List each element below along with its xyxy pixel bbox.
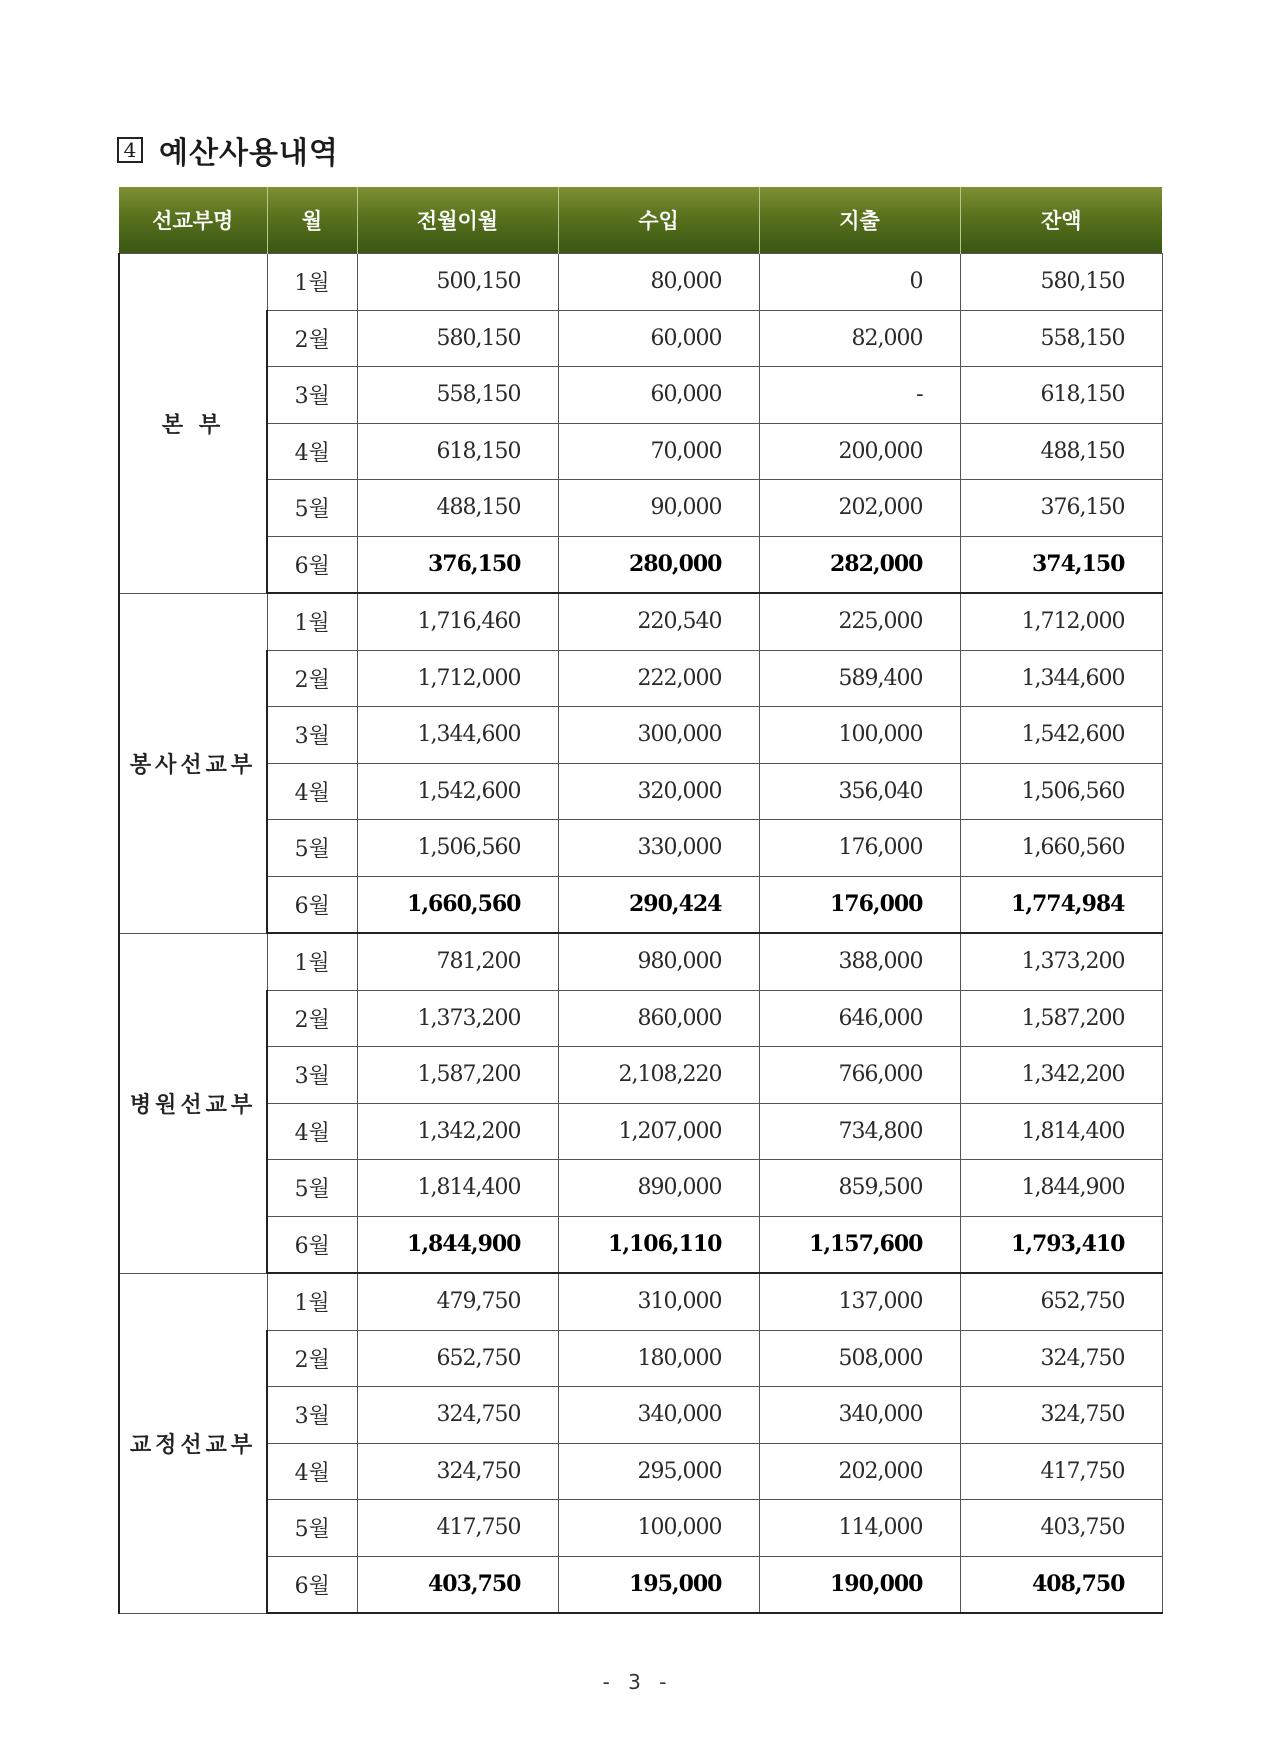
expense-cell: - [759,367,960,424]
balance-cell: 1,814,400 [960,1103,1162,1160]
expense-cell: 646,000 [759,990,960,1047]
expense-cell: 859,500 [759,1160,960,1217]
balance-cell: 403,750 [960,1500,1162,1557]
table-row [119,1556,1162,1613]
header-dept: 선교부명 [119,187,267,254]
balance-cell: 580,150 [960,254,1162,311]
carryover-cell: 652,750 [357,1330,558,1387]
table-row [119,1047,1162,1104]
carryover-cell: 1,342,200 [357,1103,558,1160]
carryover-cell: 376,150 [357,536,558,593]
header-row [119,187,1162,254]
table-row [119,536,1162,593]
income-cell: 2,108,220 [558,1047,759,1104]
month-cell: 2월 [267,310,357,367]
month-cell: 2월 [267,1330,357,1387]
month-cell: 6월 [267,876,357,933]
table-row [119,707,1162,764]
section-heading [117,128,339,172]
page-number: - 3 - [602,1670,673,1694]
expense-cell: 0 [759,254,960,311]
income-cell: 1,207,000 [558,1103,759,1160]
expense-cell: 734,800 [759,1103,960,1160]
carryover-cell: 1,542,600 [357,763,558,820]
dept-name-cell: 교정선교부 [119,1273,267,1613]
carryover-cell: 1,660,560 [357,876,558,933]
expense-cell: 82,000 [759,310,960,367]
income-cell: 60,000 [558,367,759,424]
month-cell: 1월 [267,254,357,311]
table-row [119,593,1162,650]
expense-cell: 100,000 [759,707,960,764]
header-income: 수입 [558,187,759,254]
carryover-cell: 403,750 [357,1556,558,1613]
income-cell: 330,000 [558,820,759,877]
table-row [119,820,1162,877]
section-number-box: 4 [117,137,143,163]
carryover-cell: 479,750 [357,1273,558,1330]
balance-cell: 558,150 [960,310,1162,367]
balance-cell: 374,150 [960,536,1162,593]
expense-cell: 282,000 [759,536,960,593]
carryover-cell: 558,150 [357,367,558,424]
month-cell: 4월 [267,763,357,820]
income-cell: 980,000 [558,933,759,990]
month-cell: 3월 [267,367,357,424]
dept-name-cell: 본 부 [119,254,267,594]
table-row [119,876,1162,933]
income-cell: 890,000 [558,1160,759,1217]
income-cell: 340,000 [558,1387,759,1444]
table-row [119,1330,1162,1387]
income-cell: 310,000 [558,1273,759,1330]
carryover-cell: 324,750 [357,1387,558,1444]
month-cell: 4월 [267,1103,357,1160]
balance-cell: 652,750 [960,1273,1162,1330]
balance-cell: 1,660,560 [960,820,1162,877]
income-cell: 290,424 [558,876,759,933]
income-cell: 60,000 [558,310,759,367]
income-cell: 280,000 [558,536,759,593]
carryover-cell: 1,844,900 [357,1216,558,1273]
table-row [119,1273,1162,1330]
table-row [119,650,1162,707]
carryover-cell: 324,750 [357,1443,558,1500]
month-cell: 6월 [267,1556,357,1613]
expense-cell: 340,000 [759,1387,960,1444]
balance-cell: 324,750 [960,1387,1162,1444]
balance-cell: 417,750 [960,1443,1162,1500]
month-cell: 4월 [267,423,357,480]
header-balance: 잔액 [960,187,1162,254]
carryover-cell: 1,814,400 [357,1160,558,1217]
dept-name-cell: 병원선교부 [119,933,267,1273]
expense-cell: 225,000 [759,593,960,650]
budget-table [118,187,1163,1614]
income-cell: 80,000 [558,254,759,311]
header-carryover: 전월이월 [357,187,558,254]
balance-cell: 324,750 [960,1330,1162,1387]
income-cell: 1,106,110 [558,1216,759,1273]
carryover-cell: 1,344,600 [357,707,558,764]
carryover-cell: 618,150 [357,423,558,480]
expense-cell: 589,400 [759,650,960,707]
table-row [119,310,1162,367]
expense-cell: 1,157,600 [759,1216,960,1273]
month-cell: 6월 [267,536,357,593]
income-cell: 220,540 [558,593,759,650]
carryover-cell: 1,506,560 [357,820,558,877]
expense-cell: 202,000 [759,480,960,537]
income-cell: 300,000 [558,707,759,764]
income-cell: 195,000 [558,1556,759,1613]
carryover-cell: 488,150 [357,480,558,537]
balance-cell: 1,373,200 [960,933,1162,990]
section-title: 예산사용내역 [159,136,339,171]
balance-cell: 1,793,410 [960,1216,1162,1273]
month-cell: 4월 [267,1443,357,1500]
income-cell: 70,000 [558,423,759,480]
income-cell: 180,000 [558,1330,759,1387]
carryover-cell: 1,373,200 [357,990,558,1047]
balance-cell: 1,342,200 [960,1047,1162,1104]
income-cell: 90,000 [558,480,759,537]
expense-cell: 388,000 [759,933,960,990]
month-cell: 5월 [267,820,357,877]
carryover-cell: 500,150 [357,254,558,311]
month-cell: 5월 [267,480,357,537]
table-row [119,1500,1162,1557]
expense-cell: 200,000 [759,423,960,480]
expense-cell: 202,000 [759,1443,960,1500]
balance-cell: 1,712,000 [960,593,1162,650]
table-body [119,254,1162,1614]
balance-cell: 1,506,560 [960,763,1162,820]
table-row [119,367,1162,424]
balance-cell: 1,344,600 [960,650,1162,707]
balance-cell: 1,587,200 [960,990,1162,1047]
table-row [119,1216,1162,1273]
table-row [119,423,1162,480]
expense-cell: 190,000 [759,1556,960,1613]
table-row [119,990,1162,1047]
carryover-cell: 580,150 [357,310,558,367]
month-cell: 2월 [267,990,357,1047]
balance-cell: 376,150 [960,480,1162,537]
expense-cell: 508,000 [759,1330,960,1387]
month-cell: 1월 [267,1273,357,1330]
income-cell: 320,000 [558,763,759,820]
carryover-cell: 417,750 [357,1500,558,1557]
income-cell: 222,000 [558,650,759,707]
table-row [119,763,1162,820]
month-cell: 5월 [267,1160,357,1217]
month-cell: 1월 [267,593,357,650]
month-cell: 2월 [267,650,357,707]
table-row [119,933,1162,990]
balance-cell: 1,844,900 [960,1160,1162,1217]
table-row [119,1443,1162,1500]
table-row [119,1160,1162,1217]
dept-name-cell: 봉사선교부 [119,593,267,933]
balance-cell: 1,542,600 [960,707,1162,764]
table-row [119,1387,1162,1444]
table-row [119,254,1162,311]
month-cell: 5월 [267,1500,357,1557]
expense-cell: 114,000 [759,1500,960,1557]
month-cell: 3월 [267,707,357,764]
balance-cell: 408,750 [960,1556,1162,1613]
income-cell: 100,000 [558,1500,759,1557]
carryover-cell: 1,712,000 [357,650,558,707]
income-cell: 860,000 [558,990,759,1047]
income-cell: 295,000 [558,1443,759,1500]
carryover-cell: 781,200 [357,933,558,990]
balance-cell: 1,774,984 [960,876,1162,933]
table-row [119,480,1162,537]
expense-cell: 176,000 [759,876,960,933]
balance-cell: 488,150 [960,423,1162,480]
expense-cell: 356,040 [759,763,960,820]
month-cell: 6월 [267,1216,357,1273]
expense-cell: 137,000 [759,1273,960,1330]
carryover-cell: 1,587,200 [357,1047,558,1104]
expense-cell: 766,000 [759,1047,960,1104]
table-row [119,1103,1162,1160]
month-cell: 3월 [267,1047,357,1104]
header-month: 월 [267,187,357,254]
header-expense: 지출 [759,187,960,254]
month-cell: 1월 [267,933,357,990]
carryover-cell: 1,716,460 [357,593,558,650]
expense-cell: 176,000 [759,820,960,877]
month-cell: 3월 [267,1387,357,1444]
balance-cell: 618,150 [960,367,1162,424]
